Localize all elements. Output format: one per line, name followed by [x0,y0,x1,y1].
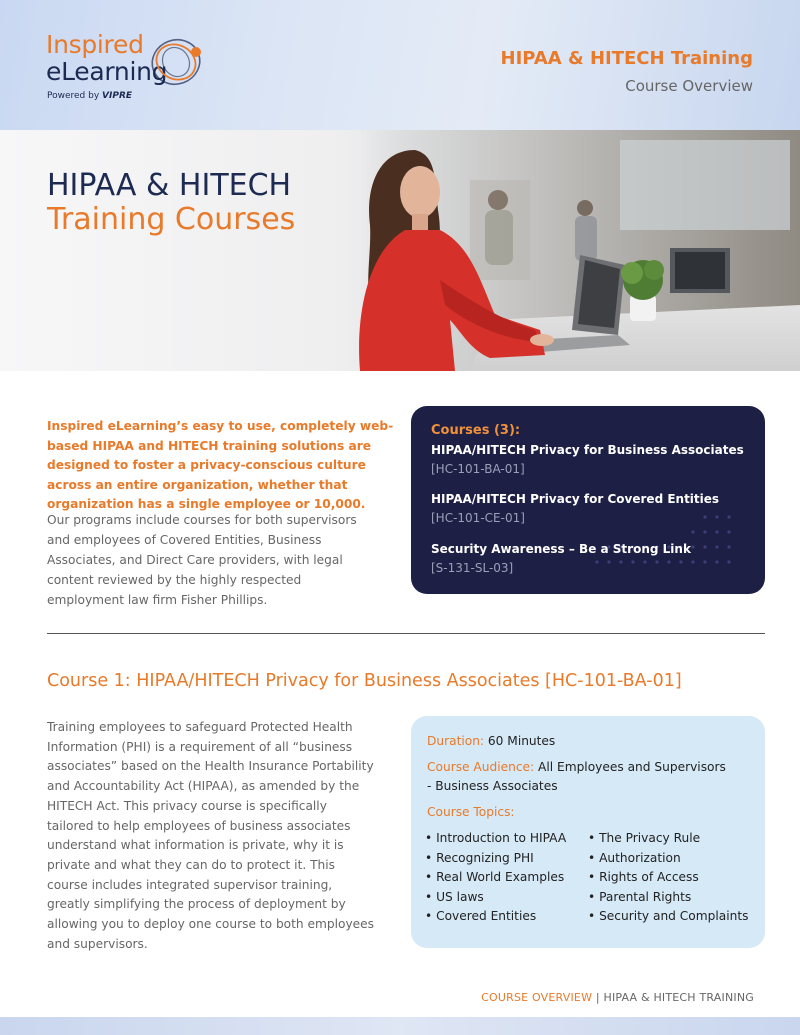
logo-swirl-icon [146,32,206,90]
course-item-code: [HC-101-CE-01] [431,511,525,525]
topic-item: • Real World Examples [425,870,565,884]
logo-powered-by: Powered by VIPRE [47,91,133,101]
topic-item: • Rights of Access [588,870,699,884]
duration-label: Duration: [427,734,485,748]
hero-title-line2: Training Courses [47,202,296,237]
topic-item: • The Privacy Rule [588,831,701,845]
course-item-name: HIPAA/HITECH Privacy for Business Associates [431,443,744,457]
audience-line [427,760,726,774]
course-item-name: HIPAA/HITECH Privacy for Covered Entities [431,492,720,506]
footer-right: HIPAA & HITECH TRAINING [603,991,754,1004]
topic-item: • Covered Entities [425,909,537,923]
intro-body-paragraph: Our programs include courses for both supervisors and employees of Covered Entities, Business Associates, and Direct Care providers, with legal content reviewed by the highly respected employment law firm Fisher Phillips. [47,513,357,607]
course1-details-box [411,716,765,948]
header-band [0,0,800,130]
course-item-code: [S-131-SL-03] [431,561,514,575]
course1-description: Training employees to safeguard Protected Health Information (PHI) is a requirement of all “business associates” based on the Health Insurance Portability and Accountability Act (HIPAA), as amended by the HITECH Act. This privacy course is specifically tailored to help employees of business associates understand what information is private, why it is private and what they can do to protect it. This course includes integrated supervisor training, greatly simplifying the process of deployment by allowing you to deploy one course to both employees and supervisors. [47,720,375,951]
header-title: HIPAA & HITECH Training [500,48,753,69]
logo-text-elearning: eLearning [46,57,168,86]
footer-left: COURSE OVERVIEW [481,991,593,1004]
audience-value-continued: - Business Associates [427,779,558,793]
topics-label: Course Topics: [427,805,515,819]
audience-label: Course Audience: [427,760,535,774]
footer-label [481,991,754,1004]
course-item-name: Security Awareness – Be a Strong Link [431,542,691,556]
topic-item: • Security and Complaints [588,909,749,923]
duration-line [427,734,555,748]
audience-value: All Employees and Supervisors [538,760,726,774]
courses-title: Courses (3): [431,423,521,438]
courses-list-box [411,406,765,594]
topic-item: • US laws [425,890,484,904]
course1-heading: Course 1: HIPAA/HITECH Privacy for Business Associates [HC-101-BA-01] [47,671,682,691]
header-subtitle: Course Overview [625,77,753,95]
footer-band [0,1017,800,1035]
hero-title-line1: HIPAA & HITECH [47,168,292,203]
inspired-elearning-logo [46,30,206,105]
duration-value: 60 Minutes [487,734,556,748]
logo-text-inspired: Inspired [46,30,144,59]
office-worker-photo [320,130,800,371]
intro-lead-paragraph: Inspired eLearning’s easy to use, completely web-based HIPAA and HITECH training solutions are designed to foster a privacy-conscious culture across an entire organization, whether that organization has a single employee or 10,000. [47,419,394,511]
hero-banner [0,130,800,371]
course-item-code: [HC-101-BA-01] [431,462,525,476]
topic-item: • Parental Rights [588,890,692,904]
topic-item: • Authorization [588,851,681,865]
footer-separator: | [592,991,604,1004]
topic-item: • Recognizing PHI [425,851,534,865]
section-divider [47,633,765,634]
topic-item: • Introduction to HIPAA [425,831,567,845]
